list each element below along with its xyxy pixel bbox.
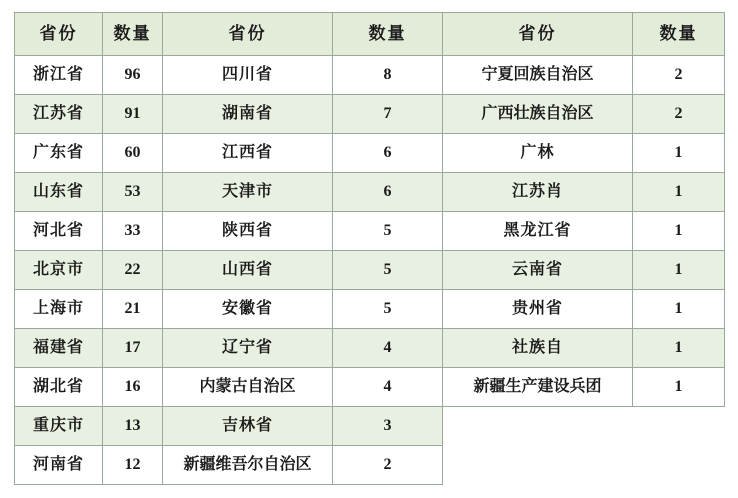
cell-province: 北京市 — [15, 251, 103, 290]
cell-count: 6 — [333, 173, 443, 212]
cell-count: 2 — [333, 446, 443, 485]
cell-count: 2 — [633, 95, 725, 134]
cell-count: 1 — [633, 368, 725, 407]
table-row — [15, 95, 725, 134]
cell-province: 山西省 — [163, 251, 333, 290]
table-header-row — [15, 13, 725, 56]
cell-count: 33 — [103, 212, 163, 251]
cell-count: 3 — [333, 407, 443, 446]
cell-province: 广东省 — [15, 134, 103, 173]
cell-province: 新疆维吾尔自治区 — [163, 446, 333, 485]
table-row — [15, 368, 725, 407]
province-count-table — [14, 12, 725, 485]
cell-count: 60 — [103, 134, 163, 173]
cell-province: 江苏省 — [15, 95, 103, 134]
cell-province: 黑龙江省 — [443, 212, 633, 251]
cell-count: 5 — [333, 290, 443, 329]
cell-province: 河南省 — [15, 446, 103, 485]
cell-count: 1 — [633, 134, 725, 173]
cell-empty — [443, 446, 633, 485]
cell-count: 91 — [103, 95, 163, 134]
cell-count: 4 — [333, 329, 443, 368]
cell-count: 21 — [103, 290, 163, 329]
cell-count: 6 — [333, 134, 443, 173]
cell-count: 1 — [633, 212, 725, 251]
cell-province: 江苏肖 — [443, 173, 633, 212]
table-header — [15, 13, 725, 56]
cell-province: 贵州省 — [443, 290, 633, 329]
cell-province: 安徽省 — [163, 290, 333, 329]
cell-province: 内蒙古自治区 — [163, 368, 333, 407]
cell-count: 2 — [633, 56, 725, 95]
cell-count: 1 — [633, 173, 725, 212]
cell-count: 17 — [103, 329, 163, 368]
cell-count: 7 — [333, 95, 443, 134]
table-row — [15, 329, 725, 368]
cell-province: 云南省 — [443, 251, 633, 290]
cell-count: 96 — [103, 56, 163, 95]
cell-province: 陕西省 — [163, 212, 333, 251]
cell-count: 1 — [633, 290, 725, 329]
cell-province: 社族自 — [443, 329, 633, 368]
cell-count: 22 — [103, 251, 163, 290]
cell-province: 山东省 — [15, 173, 103, 212]
cell-empty — [443, 407, 633, 446]
column-header-count-1: 数量 — [103, 13, 163, 56]
table-row — [15, 173, 725, 212]
table-row — [15, 446, 725, 485]
cell-count: 16 — [103, 368, 163, 407]
cell-province: 重庆市 — [15, 407, 103, 446]
cell-province: 吉林省 — [163, 407, 333, 446]
cell-empty — [633, 446, 725, 485]
cell-count: 5 — [333, 251, 443, 290]
cell-province: 江西省 — [163, 134, 333, 173]
cell-province: 辽宁省 — [163, 329, 333, 368]
column-header-province-1: 省份 — [15, 13, 103, 56]
table-row — [15, 56, 725, 95]
cell-province: 新疆生产建设兵团 — [443, 368, 633, 407]
table-row — [15, 407, 725, 446]
cell-province: 湖北省 — [15, 368, 103, 407]
column-header-province-3: 省份 — [443, 13, 633, 56]
table-row — [15, 134, 725, 173]
cell-count: 4 — [333, 368, 443, 407]
cell-empty — [633, 407, 725, 446]
column-header-count-3: 数量 — [633, 13, 725, 56]
cell-province: 天津市 — [163, 173, 333, 212]
cell-province: 湖南省 — [163, 95, 333, 134]
cell-province: 浙江省 — [15, 56, 103, 95]
table-row — [15, 290, 725, 329]
cell-province: 福建省 — [15, 329, 103, 368]
cell-count: 5 — [333, 212, 443, 251]
table-row — [15, 212, 725, 251]
cell-count: 53 — [103, 173, 163, 212]
cell-count: 1 — [633, 251, 725, 290]
column-header-province-2: 省份 — [163, 13, 333, 56]
cell-count: 13 — [103, 407, 163, 446]
cell-count: 8 — [333, 56, 443, 95]
table-row — [15, 251, 725, 290]
cell-province: 上海市 — [15, 290, 103, 329]
cell-province: 河北省 — [15, 212, 103, 251]
cell-count: 12 — [103, 446, 163, 485]
cell-province: 广林 — [443, 134, 633, 173]
cell-province: 宁夏回族自治区 — [443, 56, 633, 95]
table-body — [15, 56, 725, 485]
cell-province: 广西壮族自治区 — [443, 95, 633, 134]
cell-count: 1 — [633, 329, 725, 368]
cell-province: 四川省 — [163, 56, 333, 95]
column-header-count-2: 数量 — [333, 13, 443, 56]
